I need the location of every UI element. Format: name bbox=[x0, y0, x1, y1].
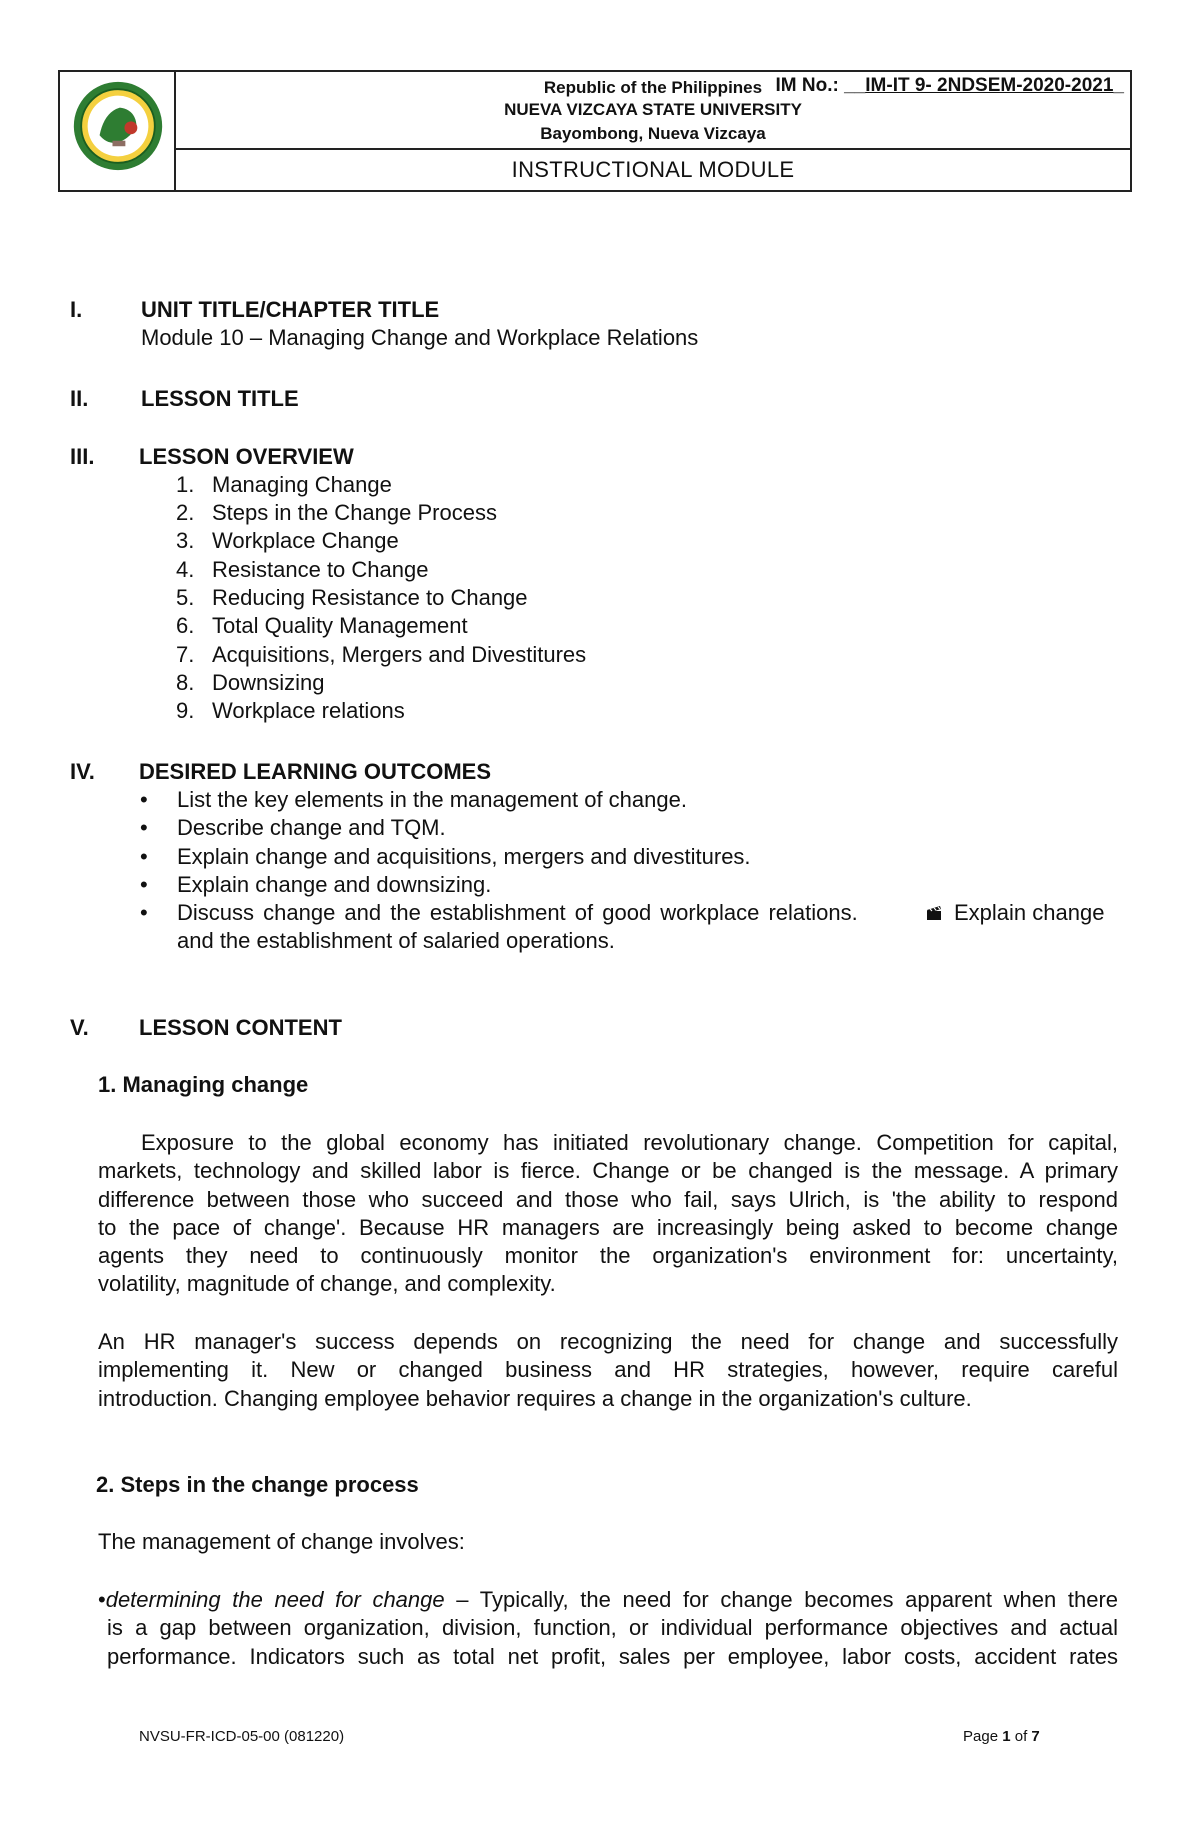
page-number: 1 bbox=[1002, 1728, 1011, 1745]
clapperboard-icon bbox=[925, 904, 943, 922]
overview-item: Steps in the Change Process bbox=[212, 500, 497, 525]
bullet: • bbox=[140, 900, 148, 925]
republic-label: Republic of the Philippines bbox=[543, 78, 763, 97]
bullet: • bbox=[98, 1587, 106, 1612]
outcome-item: and the establishment of salaried operations. bbox=[177, 928, 615, 953]
paragraph-line: An HR manager's success depends on recognizing the need for change and successfully bbox=[98, 1329, 1118, 1354]
overview-num: 8. bbox=[176, 670, 195, 695]
overview-num: 5. bbox=[176, 585, 195, 610]
paragraph bbox=[98, 1129, 1118, 1299]
header-title-block bbox=[176, 72, 1130, 150]
paragraph-line: is a gap between organization, division, function, or individual performance objectives and actual bbox=[107, 1615, 1118, 1641]
term-emphasis: determining the need for change bbox=[105, 1587, 445, 1612]
section-number: III. bbox=[70, 444, 95, 469]
content-heading: 2. Steps in the change process bbox=[96, 1472, 419, 1497]
section-title: LESSON OVERVIEW bbox=[139, 444, 354, 469]
overview-item: Downsizing bbox=[212, 670, 325, 695]
section-title: LESSON CONTENT bbox=[139, 1015, 342, 1040]
overview-item: Resistance to Change bbox=[212, 557, 429, 582]
bullet: • bbox=[140, 787, 148, 812]
overview-num: 4. bbox=[176, 557, 195, 582]
module-type: INSTRUCTIONAL MODULE bbox=[511, 157, 795, 182]
document-header bbox=[58, 70, 1132, 192]
outcome-item: Explain change bbox=[954, 900, 1105, 925]
overview-item: Acquisitions, Mergers and Divestitures bbox=[212, 642, 587, 667]
module-title: Module 10 – Managing Change and Workplace Relations bbox=[141, 325, 699, 350]
paragraph bbox=[98, 1586, 1118, 1671]
im-number-value: IM-IT 9- 2NDSEM-2020-2021 bbox=[865, 75, 1114, 96]
overview-num: 3. bbox=[176, 528, 195, 553]
overview-num: 2. bbox=[176, 500, 195, 525]
paragraph-line bbox=[98, 1586, 1118, 1614]
outcome-item: Explain change and downsizing. bbox=[177, 872, 492, 897]
content-heading: 1. Managing change bbox=[98, 1072, 309, 1097]
section-title: LESSON TITLE bbox=[141, 386, 299, 411]
overview-num: 6. bbox=[176, 613, 195, 638]
page-total: 7 bbox=[1031, 1728, 1040, 1745]
paragraph-line: to the pace of change'. Because HR managers are increasingly being asked to become change bbox=[98, 1214, 1118, 1240]
im-number: IM No.: __IM-IT 9- 2NDSEM-2020-2021_ bbox=[775, 75, 1124, 96]
page-label: Page bbox=[963, 1728, 999, 1745]
university-location: Bayombong, Nueva Vizcaya bbox=[540, 124, 766, 143]
overview-item: Managing Change bbox=[212, 472, 392, 497]
bullet: • bbox=[140, 815, 148, 840]
paragraph-line: performance. Indicators such as total net profit, sales per employee, labor costs, accident rates bbox=[107, 1643, 1118, 1669]
im-label: IM No.: bbox=[775, 75, 839, 96]
paragraph-line: difference between those who succeed and those who fail, says Ulrich, is 'the ability to respond bbox=[98, 1186, 1118, 1212]
university-seal-logo bbox=[72, 80, 164, 172]
outcome-item: Describe change and TQM. bbox=[177, 815, 446, 840]
section-number: I. bbox=[70, 297, 83, 322]
paragraph-line: agents they need to continuously monitor the organization's environment for: uncertainty, bbox=[98, 1243, 1118, 1269]
paragraph-line: Exposure to the global economy has initiated revolutionary change. Competition for capital, bbox=[141, 1130, 1118, 1155]
paragraph: The management of change involves: bbox=[98, 1529, 465, 1554]
overview-num: 9. bbox=[176, 698, 195, 723]
paragraph-line: markets, technology and skilled labor is fierce. Change or be changed is the message. A primary bbox=[98, 1158, 1118, 1184]
form-code: NVSU-FR-ICD-05-00 (081220) bbox=[139, 1728, 345, 1745]
section-number: II. bbox=[70, 386, 89, 411]
overview-item: Workplace relations bbox=[212, 698, 405, 723]
overview-item: Reducing Resistance to Change bbox=[212, 585, 528, 610]
overview-num: 1. bbox=[176, 472, 195, 497]
outcome-item: Explain change and acquisitions, mergers and divestitures. bbox=[177, 844, 751, 869]
overview-item: Total Quality Management bbox=[212, 613, 468, 638]
page-indicator bbox=[963, 1728, 1040, 1745]
overview-num: 7. bbox=[176, 642, 195, 667]
of-label: of bbox=[1014, 1728, 1028, 1745]
university-name: NUEVA VIZCAYA STATE UNIVERSITY bbox=[504, 100, 802, 119]
section-title: UNIT TITLE/CHAPTER TITLE bbox=[141, 297, 440, 322]
paragraph-line: introduction. Changing employee behavior requires a change in the organization's culture. bbox=[98, 1385, 972, 1411]
logo-cell bbox=[60, 72, 176, 190]
paragraph-line: implementing it. New or changed business and HR strategies, however, require careful bbox=[98, 1357, 1118, 1383]
section-title: DESIRED LEARNING OUTCOMES bbox=[139, 759, 492, 784]
bullet: • bbox=[140, 872, 148, 897]
paragraph-line: volatility, magnitude of change, and complexity. bbox=[98, 1271, 556, 1297]
paragraph-text: – Typically, the need for change becomes apparent when there bbox=[444, 1587, 1119, 1612]
section-number: V. bbox=[70, 1015, 89, 1040]
overview-item: Workplace Change bbox=[212, 528, 399, 553]
bullet: • bbox=[140, 844, 148, 869]
section-number: IV. bbox=[70, 759, 95, 784]
paragraph bbox=[98, 1328, 1118, 1413]
outcome-item: Discuss change and the establishment of good workplace relations. bbox=[177, 900, 858, 925]
outcome-item: List the key elements in the management of change. bbox=[177, 787, 687, 812]
